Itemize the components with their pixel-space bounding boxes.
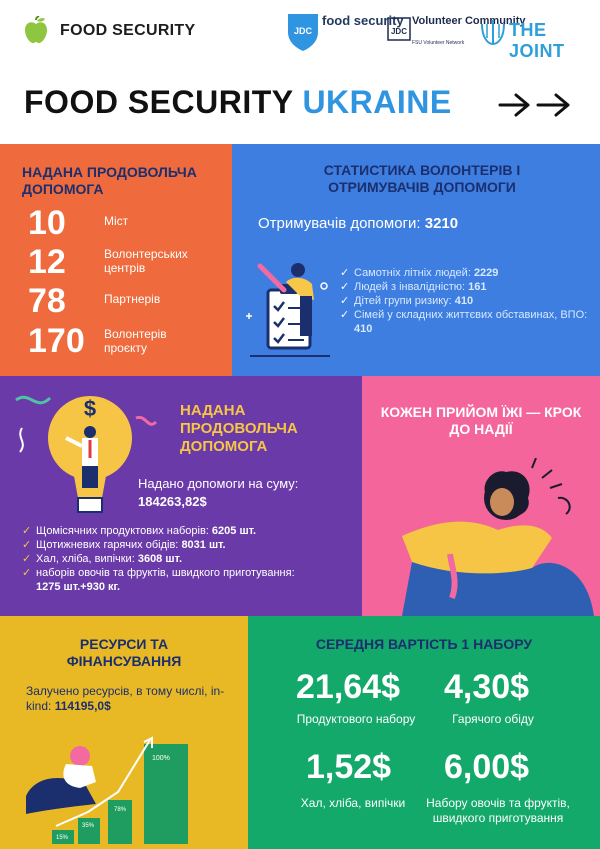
volunteer-community-logo-text: Volunteer Community [412, 15, 526, 27]
aid-summary-heading: НАДАНА ПРОДОВОЛЬЧА ДОПОМОГА [22, 164, 197, 197]
aid-sum-value: 184263,82$ [138, 494, 207, 509]
list-item: ✓ Хал, хліба, випічки: 3608 шт. [22, 552, 356, 566]
average-cost-heading: СЕРЕДНЯ ВАРТІСТЬ 1 НАБОРУ [315, 636, 533, 652]
food-aid-heading: НАДАНА ПРОДОВОЛЬЧА ДОПОМОГА [180, 402, 298, 455]
clipboard-illustration [240, 256, 340, 364]
title-part-2: UKRAINE [302, 84, 452, 120]
double-arrow-icon [498, 90, 574, 120]
volunteer-stats-heading: СТАТИСТИКА ВОЛОНТЕРІВ І ОТРИМУВАЧІВ ДОПОМОГИ [323, 162, 521, 195]
list-item: ✓ Щотижневих гарячих обідів: 8031 шт. [22, 538, 356, 552]
slogan-panel [362, 376, 600, 616]
list-item: ✓ Щомісячних продуктових наборів: 6205 шт. [22, 524, 356, 538]
recipients-value: 3210 [424, 215, 459, 232]
resources-heading: РЕСУРСИ ТА ФІНАНСУВАННЯ [66, 636, 182, 669]
stat-label: Партнерів [104, 292, 161, 306]
resources-text: Залучено ресурсів, в тому числі, in-kind: 114195,0$ [26, 684, 225, 713]
cost-value: 4,30$ [444, 668, 530, 706]
cost-value: 21,64$ [296, 668, 400, 706]
aid-sum-label: Надано допомоги на суму: [138, 476, 299, 491]
svg-text:$: $ [83, 396, 97, 421]
list-item: ✓ Сімей у складних життєвих обставинах, ВПО: 410 [340, 308, 592, 336]
bar-label: 100% [152, 755, 170, 762]
food-security-logo-text: food security [322, 13, 404, 28]
list-item: ✓ Самотніх літніх людей: 2229 [340, 266, 592, 280]
bar-label: 15% [56, 835, 69, 841]
cost-label: Продуктового набору [296, 712, 416, 726]
cost-label: Набору овочів та фруктів, швидкого приготування [426, 796, 570, 825]
the-joint-logo-text: THE JOINT [509, 20, 565, 61]
page-title [24, 84, 452, 121]
recipients-label: Отримувачів допомоги: [258, 215, 421, 232]
food-aid-panel [0, 376, 362, 616]
stat-value: 78 [28, 282, 66, 320]
list-item: ✓ наборів овочів та фруктів, швидкого приготування: 1275 шт.+930 кг. [22, 566, 356, 594]
average-cost-panel [248, 616, 600, 849]
apple-logo-icon [24, 16, 48, 44]
stat-value: 12 [28, 243, 66, 281]
stat-value: 10 [28, 204, 66, 242]
resources-panel [0, 616, 248, 849]
cost-value: 6,00$ [444, 748, 530, 786]
jdc-joint-logo-icon [478, 14, 508, 50]
person-eating-illustration [382, 458, 598, 616]
bar-label: 35% [82, 823, 95, 829]
svg-text:JDC: JDC [390, 27, 408, 36]
stat-value: 170 [28, 322, 85, 360]
slogan-heading: КОЖЕН ПРИЙОМ ЇЖІ — КРОК ДО НАДІЇ [380, 404, 582, 437]
bar-label: 78% [114, 807, 127, 813]
top-bar [0, 0, 600, 66]
cost-value: 1,52$ [306, 748, 392, 786]
list-item: ✓ Дітей групи ризику: 410 [340, 294, 592, 308]
volunteer-network-subtitle: FSU Volunteer Network [412, 40, 465, 46]
cost-label: Гарячого обіду [452, 712, 534, 726]
aid-summary-panel [0, 144, 232, 376]
cost-label: Хал, хліба, випічки [300, 796, 406, 810]
recipients-line [258, 216, 458, 231]
volunteer-stats-panel [232, 144, 600, 376]
recipient-breakdown-list [340, 266, 592, 336]
list-item: ✓ Людей з інвалідністю: 161 [340, 280, 592, 294]
brand-name: FOOD SECURITY [60, 22, 196, 39]
stat-label: Міст [104, 214, 129, 228]
stat-label: Волонтерів проєкту [104, 327, 167, 355]
title-part-1: FOOD SECURITY [24, 84, 294, 120]
growth-chart-illustration [26, 734, 236, 846]
food-aid-list [22, 524, 356, 594]
svg-text:JDC: JDC [293, 26, 313, 36]
stat-label: Волонтерських центрів [104, 247, 188, 275]
